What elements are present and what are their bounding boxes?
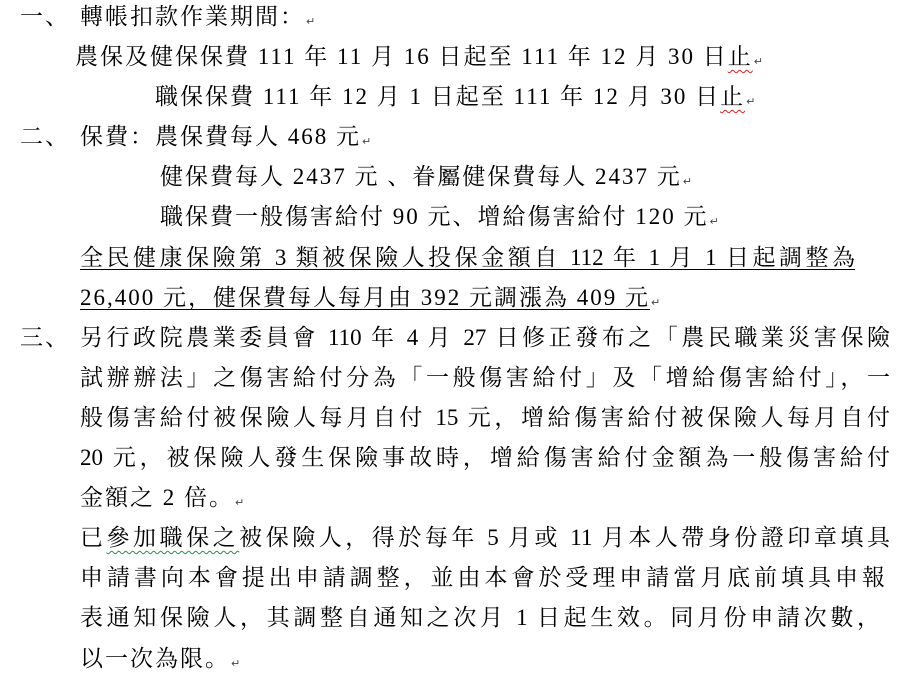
adjustment-rule-line (80, 518, 890, 558)
section-2-heading: 保費： (80, 124, 155, 150)
occupational-premium-text: 職保費一般傷害給付 90 元、增給傷害給付 120 元 (160, 204, 709, 230)
regulation-line (80, 438, 890, 478)
section-1-heading-line (0, 0, 904, 37)
paragraph-mark-icon: ↵ (235, 496, 245, 510)
paragraph-mark-icon: ↵ (682, 175, 692, 189)
paragraph-mark-icon: ↵ (746, 95, 756, 109)
paragraph-mark-icon: ↵ (306, 15, 316, 28)
occupational-period-line (0, 77, 904, 117)
regulation-line (20, 318, 890, 358)
paragraph-mark-icon: ↵ (709, 215, 719, 229)
regulation-line (80, 358, 890, 398)
health-premium-line (0, 157, 904, 197)
occupational-period-text: 職保保費 111 年 12 月 1 日起至 111 年 12 月 30 日 (155, 84, 721, 110)
regulation-text: 20 元，被保險人發生保險事故時，增給傷害給付金額為一般傷害給付 (80, 445, 890, 471)
adjustment-rule-text: 表通知保險人，其調整自通知之次月 1 日起生效。同月份申請次數， (80, 605, 880, 631)
section-1-heading: 轉帳扣款作業期間： (80, 4, 305, 29)
section-3-marker: 三、 (20, 324, 70, 350)
adjustment-notice-text: 全民健康保險第 3 類被保險人投保金額自 112 年 1 月 1 日起調整為 (80, 244, 855, 270)
adjustment-rule-line (80, 558, 885, 598)
regulation-line (80, 398, 890, 438)
paragraph-mark-icon: ↵ (362, 135, 372, 149)
adjustment-rule-text: 申請書向本會提出申請調整，並由本會於受理申請當月底前填具申報 (80, 565, 885, 591)
regulation-text: 試辦辦法」之傷害給付分為「一般傷害給付」及「增給傷害給付」，一 (80, 364, 890, 390)
adjustment-notice-line (80, 238, 855, 278)
regulation-text: 金額之 2 倍。 (80, 485, 234, 511)
adjustment-rule-text: 以一次為限。 (80, 645, 230, 671)
section-2-heading-line (0, 117, 904, 157)
paragraph-mark-icon: ↵ (231, 656, 241, 670)
paragraph-mark-icon: ↵ (651, 295, 661, 309)
paragraph-mark-icon: ↵ (753, 55, 763, 69)
adjustment-lead-text: 已 (80, 525, 107, 551)
regulation-text: 另行政院農業委員會 110 年 4 月 27 日修正發布之「農民職業災害保險 (80, 324, 890, 350)
regulation-text: 般傷害給付被保險人每月自付 15 元，增給傷害給付被保險人每月自付 (80, 404, 890, 430)
spelling-flagged-word: 止 (727, 44, 753, 70)
adjustment-notice-line (0, 278, 904, 318)
adjustment-notice-text: 26,400 元，健保費每人每月由 392 元調漲為 409 元 (80, 284, 650, 310)
farm-health-period-text: 農保及健保保費 111 年 11 月 16 日起至 111 年 12 月 30 日 (75, 44, 728, 70)
section-2-marker: 二、 (20, 124, 70, 150)
adjustment-rule-line (0, 639, 904, 679)
adjustment-rule-text: 被保險人，得於每年 5 月或 11 月本人帶身份證印章填具 (239, 525, 890, 551)
health-premium-text: 健保費每人 2437 元 、眷屬健保費每人 2437 元 (160, 164, 682, 190)
occupational-premium-line (0, 197, 904, 237)
spelling-flagged-word: 止 (720, 84, 746, 110)
section-1-marker: 一、 (20, 4, 70, 29)
regulation-line (0, 478, 904, 518)
farm-premium-text: 農保費每人 468 元 (155, 124, 361, 150)
farm-health-period-line (0, 37, 904, 77)
grammar-flagged-phrase: 參加職保之 (106, 525, 240, 551)
adjustment-rule-line (80, 598, 880, 638)
